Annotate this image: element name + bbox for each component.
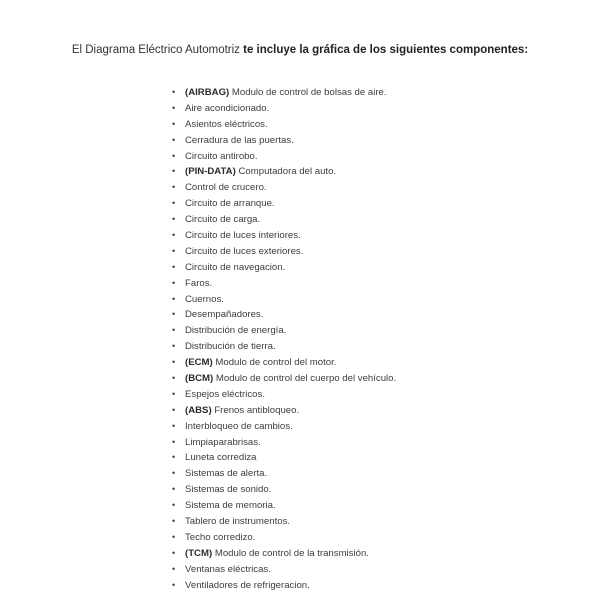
bullet-icon: • <box>172 563 176 574</box>
bullet-icon: • <box>172 500 176 511</box>
bullet-icon: • <box>172 166 176 177</box>
bullet-icon: • <box>172 452 176 463</box>
component-label: Ventiladores de refrigeracion. <box>185 579 310 591</box>
component-label: Desempañadores. <box>185 309 264 321</box>
component-code: (AIRBAG) <box>185 87 230 98</box>
bullet-icon: • <box>172 373 176 384</box>
list-item <box>172 149 396 165</box>
bullet-icon: • <box>172 325 176 336</box>
list-item <box>172 403 396 419</box>
list-item <box>172 85 396 101</box>
component-code: (BCM) <box>185 373 214 385</box>
component-label: Frenos antibloqueo. <box>211 404 300 416</box>
component-label: Distribución de energía. <box>185 325 287 337</box>
list-item <box>172 164 396 180</box>
intro-plain-text: El Diagrama Eléctrico Automotriz <box>71 44 244 56</box>
list-item <box>172 530 396 546</box>
bullet-icon: • <box>172 404 176 415</box>
list-item <box>172 307 396 323</box>
component-code: (ABS) <box>185 404 212 416</box>
bullet-icon: • <box>172 357 176 368</box>
list-item <box>172 419 396 435</box>
component-code: (TCM) <box>185 547 213 559</box>
component-label: Cuernos. <box>185 293 224 305</box>
bullet-icon: • <box>172 198 176 209</box>
bullet-icon: • <box>172 341 176 352</box>
component-label: Modulo de control del motor. <box>212 357 337 369</box>
component-label: Aire acondicionado. <box>185 102 270 114</box>
component-label: Circuito de arranque. <box>185 198 275 210</box>
component-label: Techo corredizo. <box>185 531 256 543</box>
bullet-icon: • <box>172 102 176 113</box>
bullet-icon: • <box>172 118 176 129</box>
intro-paragraph <box>70 42 530 59</box>
component-code: (PIN-DATA) <box>185 166 236 178</box>
list-item <box>172 133 396 149</box>
bullet-icon: • <box>172 293 176 304</box>
bullet-icon: • <box>172 214 176 225</box>
component-label: Modulo de control de la transmisión. <box>212 547 369 559</box>
component-label: Tablero de instrumentos. <box>185 516 291 528</box>
list-item <box>172 371 396 387</box>
list-item <box>172 323 396 339</box>
bullet-icon: • <box>172 230 176 241</box>
component-label: Espejos eléctricos. <box>185 388 265 400</box>
intro-bold-text: te incluye la gráfica de los siguientes componentes: <box>243 44 529 56</box>
list-item <box>172 244 396 260</box>
bullet-icon: • <box>172 261 176 272</box>
bullet-icon: • <box>172 87 176 97</box>
bullet-icon: • <box>172 245 176 256</box>
list-item <box>172 466 396 482</box>
bullet-icon: • <box>172 182 176 193</box>
bullet-icon: • <box>172 516 176 527</box>
component-label: Sistemas de sonido. <box>185 484 272 496</box>
component-label: Ventanas eléctricas. <box>185 563 271 575</box>
component-label: Faros. <box>185 277 213 289</box>
list-item <box>172 276 396 292</box>
component-label: Limpiaparabrisas. <box>185 436 261 448</box>
component-label: Distribución de tierra. <box>185 341 276 353</box>
list-item <box>172 260 396 276</box>
bullet-icon: • <box>172 420 176 431</box>
component-label: Circuito antirobo. <box>185 150 258 162</box>
component-label: Interbloqueo de cambios. <box>185 420 293 432</box>
list-item <box>172 117 396 133</box>
list-item <box>172 196 396 212</box>
bullet-icon: • <box>172 484 176 495</box>
component-label: Computadora del auto. <box>235 166 337 178</box>
bullet-icon: • <box>172 531 176 542</box>
component-label: Circuito de navegacion. <box>185 261 286 273</box>
component-label: Circuito de carga. <box>185 214 261 226</box>
list-item <box>172 450 396 466</box>
list-item <box>172 435 396 451</box>
bullet-icon: • <box>172 277 176 288</box>
component-label: Circuito de luces exteriores. <box>185 245 304 257</box>
list-item <box>172 514 396 530</box>
list-item <box>172 355 396 371</box>
component-list <box>172 85 396 594</box>
component-label: Modulo de control de bolsas de aire. <box>229 87 387 98</box>
list-item <box>172 387 396 403</box>
component-label: Sistemas de alerta. <box>185 468 268 480</box>
component-label: Control de crucero. <box>185 182 267 194</box>
component-label: Modulo de control del cuerpo del vehículo. <box>213 373 397 385</box>
component-label: Asientos eléctricos. <box>185 118 268 130</box>
component-label: Luneta corrediza <box>185 452 257 464</box>
list-item <box>172 339 396 355</box>
bullet-icon: • <box>172 436 176 447</box>
bullet-icon: • <box>172 150 176 161</box>
list-item <box>172 212 396 228</box>
bullet-icon: • <box>172 388 176 399</box>
list-item <box>172 546 396 562</box>
bullet-icon: • <box>172 309 176 320</box>
bullet-icon: • <box>172 579 176 590</box>
list-item <box>172 180 396 196</box>
component-label: Cerradura de las puertas. <box>185 134 294 146</box>
list-item <box>172 228 396 244</box>
bullet-icon: • <box>172 547 176 558</box>
component-label: Sistema de memoria. <box>185 500 276 512</box>
bullet-icon: • <box>172 134 176 145</box>
list-item <box>172 578 396 594</box>
component-code: (ECM) <box>185 357 213 369</box>
list-item <box>172 292 396 308</box>
bullet-icon: • <box>172 468 176 479</box>
list-item <box>172 482 396 498</box>
component-label: Circuito de luces interiores. <box>185 230 301 242</box>
list-item <box>172 498 396 514</box>
list-item <box>172 101 396 117</box>
list-item <box>172 562 396 578</box>
